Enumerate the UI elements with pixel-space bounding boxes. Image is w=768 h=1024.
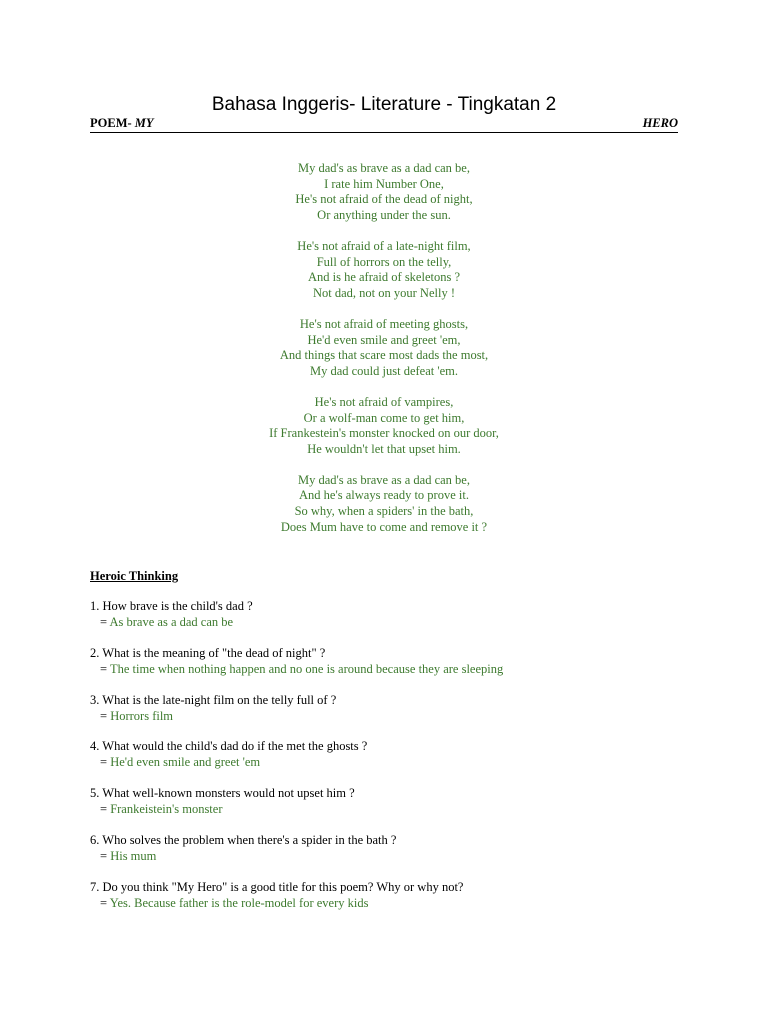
question-text: 1. How brave is the child's dad ?	[90, 599, 253, 613]
poem-line: And is he afraid of skeletons ?	[307, 270, 461, 285]
poem-line: Full of horrors on the telly,	[316, 254, 452, 269]
stanza	[0, 395, 768, 457]
equals-sign: =	[100, 895, 108, 910]
poem-title-word-my: MY	[134, 116, 154, 130]
poem-line: Not dad, not on your Nelly !	[313, 285, 455, 300]
answer-text: The time when nothing happen and no one is around because they are sleeping	[109, 661, 504, 676]
poem-line: He wouldn't let that upset him.	[307, 441, 461, 456]
answer-row	[90, 801, 690, 817]
poem-line: And things that scare most dads the most,	[279, 348, 489, 363]
answer-text: Horrors film	[110, 708, 174, 723]
question-text: 7. Do you think "My Hero" is a good title for this poem? Why or why not?	[90, 879, 464, 894]
question-item	[90, 645, 690, 692]
question-item	[90, 738, 690, 785]
question-text: 2. What is the meaning of "the dead of night" ?	[90, 645, 326, 660]
equals-sign: =	[100, 755, 108, 770]
poem-line: I rate him Number One,	[324, 176, 444, 191]
stanza	[0, 239, 768, 301]
question-item	[90, 832, 690, 879]
answer-row	[90, 661, 690, 677]
equals-sign: =	[100, 661, 108, 676]
question-item	[90, 879, 690, 926]
poem-line: My dad could just defeat 'em.	[309, 363, 459, 378]
question-item	[90, 785, 690, 832]
question-text: 4. What would the child's dad do if the met the ghosts ?	[90, 739, 368, 754]
question-item	[90, 598, 690, 645]
poem-line: Does Mum have to come and remove it ?	[280, 519, 488, 534]
answer-row	[90, 614, 690, 630]
poem-line: And he's always ready to prove it.	[299, 488, 469, 503]
question-list	[90, 598, 690, 926]
equals-sign: =	[100, 802, 108, 817]
poem-line: So why, when a spiders' in the bath,	[294, 504, 474, 519]
answer-row	[90, 708, 690, 724]
poem-line: My dad's as brave as a dad can be,	[298, 472, 470, 487]
poem-line: He's not afraid of vampires,	[314, 394, 454, 409]
stanza	[0, 473, 768, 535]
equals-sign: =	[100, 848, 108, 863]
poem-title-left	[90, 116, 154, 131]
answer-row	[90, 895, 690, 911]
poem-line: He's not afraid of the dead of night,	[295, 192, 473, 207]
poem-line: Or anything under the sun.	[317, 207, 451, 222]
answer-row	[90, 848, 690, 864]
answer-text: As brave as a dad can be	[109, 615, 234, 629]
poem-line: He'd even smile and greet 'em,	[307, 332, 461, 347]
poem-title-word-hero: HERO	[642, 116, 678, 130]
poem-line: He's not afraid of meeting ghosts,	[299, 316, 469, 331]
poem-line: He's not afraid of a late-night film,	[297, 238, 471, 253]
poem-line: Or a wolf-man come to get him,	[303, 410, 465, 425]
answer-text: Yes. Because father is the role-model for every kids	[109, 895, 369, 910]
answer-row	[90, 754, 690, 770]
equals-sign: =	[100, 708, 108, 723]
poem-line: My dad's as brave as a dad can be,	[298, 161, 470, 175]
answer-text: He'd even smile and greet 'em	[110, 755, 261, 770]
equals-sign: =	[100, 615, 108, 629]
poem-prefix: POEM-	[90, 116, 132, 130]
poem-line: If Frankestein's monster knocked on our door,	[269, 426, 499, 441]
poem-body	[0, 161, 768, 551]
question-text: 3. What is the late-night film on the telly full of ?	[90, 692, 337, 707]
answer-text: Frankeistein's monster	[110, 802, 223, 817]
question-text: 6. Who solves the problem when there's a spider in the bath ?	[90, 832, 397, 847]
answer-text: His mum	[110, 848, 157, 863]
stanza	[0, 161, 768, 223]
question-text: 5. What well-known monsters would not upset him ?	[90, 786, 355, 801]
page-title: Bahasa Inggeris- Literature - Tingkatan 2	[211, 94, 557, 115]
stanza	[0, 317, 768, 379]
section-heading: Heroic Thinking	[90, 569, 179, 583]
question-item	[90, 692, 690, 739]
poem-title-bar	[90, 116, 678, 133]
